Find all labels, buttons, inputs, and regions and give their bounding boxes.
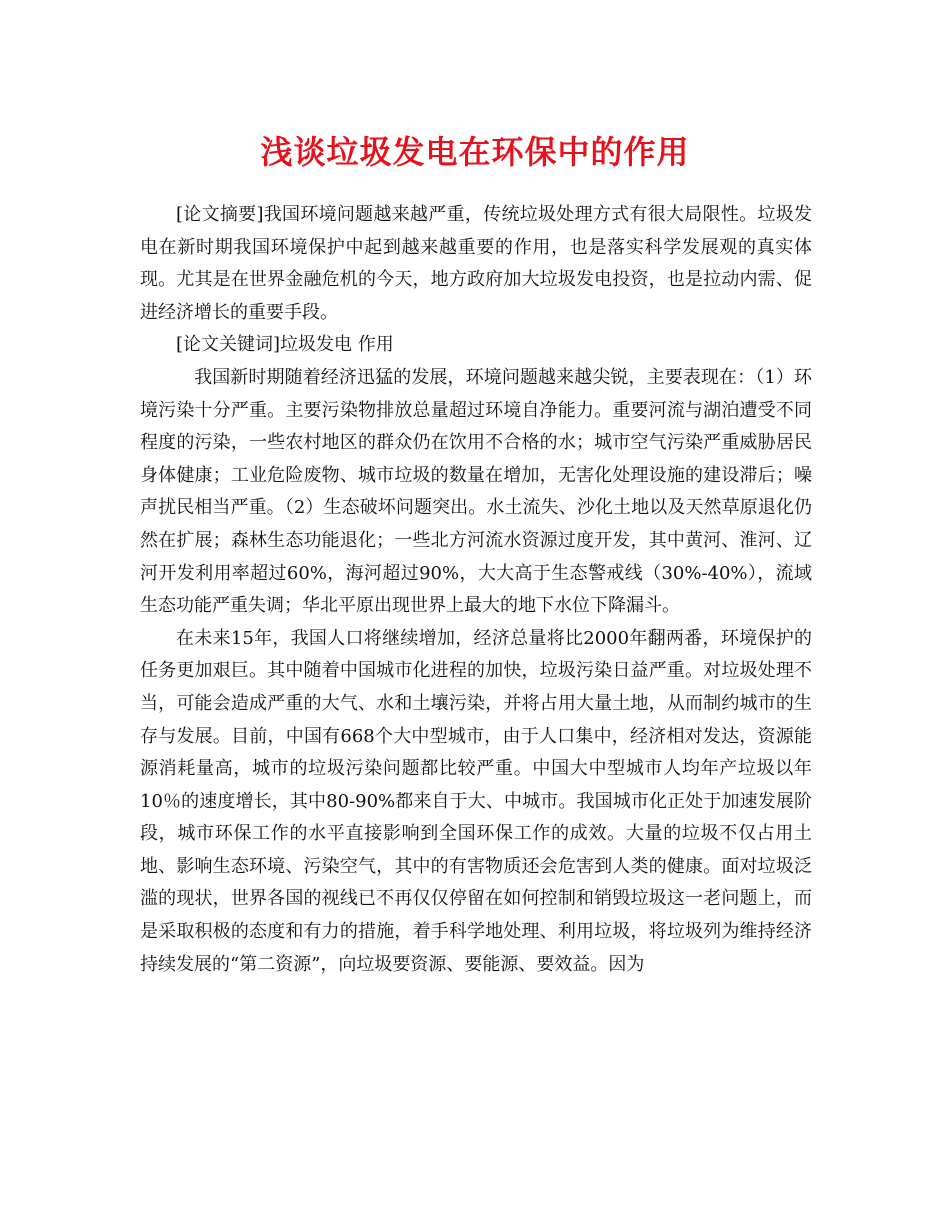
document-body (140, 199, 812, 981)
body-paragraph-2: 在未来15年，我国人口将继续增加，经济总量将比2000年翻两番，环境保护的任务更加艰巨。其中随着中国城市化进程的加快，垃圾污染日益严重。对垃圾处理不当，可能会造成严重的大气、水和土壤污染，并将占用大量土地，从而制约城市的生存与发展。目前，中国有668个大中型城市，由于人口集中，经济相对发达，资源能源消耗量高，城市的垃圾污染问题都比较严重。中国大中型城市人均年产垃圾以年10％的速度增长，其中80-90%都来自于大、中城市。我国城市化正处于加速发展阶段，城市环保工作的水平直接影响到全国环保工作的成效。大量的垃圾不仅占用土地、影响生态环境、污染空气，其中的有害物质还会危害到人类的健康。面对垃圾泛滥的现状，世界各国的视线已不再仅仅停留在如何控制和销毁垃圾这一老问题上，而是采取积极的态度和有力的措施，着手科学地处理、利用垃圾，将垃圾列为维持经济持续发展的“第二资源”，向垃圾要资源、要能源、要效益。因为 (140, 627, 812, 975)
body-paragraph-1: 我国新时期随着经济迅猛的发展，环境问题越来越尖锐，主要表现在：（1）环境污染十分严重。主要污染物排放总量超过环境自净能力。重要河流与湖泊遭受不同程度的污染，一些农村地区的群众仍在饮用不合格的水；城市空气污染严重威胁居民身体健康；工业危险废物、城市垃圾的数量在增加，无害化处理设施的建设滞后；噪声扰民相当严重。（2）生态破坏问题突出。水土流失、沙化土地以及天然草原退化仍然在扩展；森林生态功能退化；一些北方河流水资源过度开发，其中黄河、淮河、辽河开发利用率超过60%，海河超过90%，大大高于生态警戒线（30%-40%），流域生态功能严重失调；华北平原出现世界上最大的地下水位下降漏斗。 (140, 366, 812, 617)
abstract-paragraph: [论文摘要]我国环境问题越来越严重，传统垃圾处理方式有很大局限性。垃圾发电在新时期我国环境保护中起到越来越重要的作用，也是落实科学发展观的真实体现。尤其是在世界金融危机的今天，地方政府加大垃圾发电投资，也是拉动内需、促进经济增长的重要手段。 (140, 204, 812, 323)
keywords-paragraph: [论文关键词]垃圾发电 作用 (176, 334, 394, 356)
document-title: 浅谈垃圾发电在环保中的作用 (260, 133, 690, 171)
